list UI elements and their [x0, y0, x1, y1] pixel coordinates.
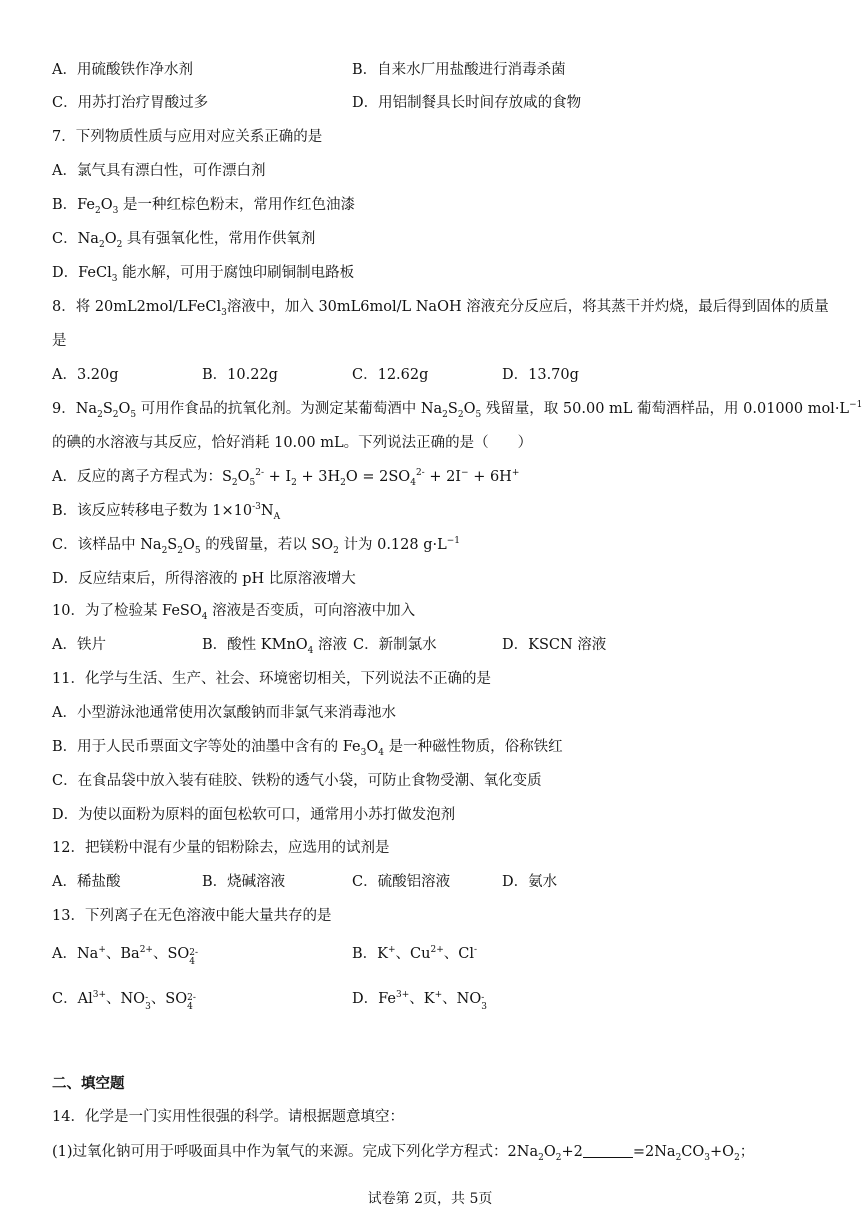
q8-option-d: D．13.70g — [502, 367, 579, 383]
q14-part-1: (1)过氧化钠可用于呼吸面具中作为氧气的来源。完成下列化学方程式：$2Na_2O_2+2 =2Na_2CO_3+O_2$； — [52, 1144, 755, 1163]
q13-option-a: A．Na+、$Ba^{2+}$、SO 2- 4 — [52, 945, 199, 967]
q9-option-c: C．该样品中 $Na_2S_2O_5$ 的残留量，若以 $SO_2$ 计为 0.128 $g\cdot L^{-1}$ — [52, 536, 461, 556]
q7-option-d: D．FeCl$_3$ 能水解，可用于腐蚀印刷铜制电路板 — [52, 265, 355, 284]
q9-stem: 9．$Na_2S_2O_5$ 可用作食品的抗氧化剂。为测定某葡萄酒中 $Na_2S_2O_5$ 残留量，取 50.00 mL 葡萄酒样品，用 0.01000 $mol\cdot L^{-1}$ — [52, 400, 862, 420]
q9-option-b: B．该反应转移电子数为 $1\times 10^{-3}N_A$ — [52, 502, 281, 522]
q6-option-d: D．用铝制餐具长时间存放咸的食物 — [352, 95, 582, 111]
q11-stem: 11．化学与生活、生产、社会、环境密切相关，下列说法不正确的是 — [52, 671, 491, 687]
q7-option-a: A．氯气具有漂白性，可作漂白剂 — [52, 163, 266, 179]
q12-option-d: D．氨水 — [502, 874, 558, 890]
q13-option-b: B．K+、$Cu^{2+}$、Cl- — [352, 945, 478, 962]
q14-stem: 14．化学是一门实用性很强的科学。请根据题意填空： — [52, 1109, 404, 1125]
q8-option-a: A．3.20g — [52, 367, 119, 383]
q10-option-a: A．铁片 — [52, 637, 106, 653]
q12-stem: 12．把镁粉中混有少量的铝粉除去，应选用的试剂是 — [52, 840, 390, 856]
q11-option-c: C．在食品袋中放入装有硅胶、铁粉的透气小袋，可防止食物受潮、氧化变质 — [52, 773, 542, 789]
q7-stem: 7．下列物质性质与应用对应关系正确的是 — [52, 129, 323, 145]
q10-stem: 10．为了检验某 FeSO$_4$ 溶液是否变质，可向溶液中加入 — [52, 603, 416, 622]
section-title: 二、填空题 — [52, 1075, 125, 1092]
q6-option-a: A．用硫酸铁作净水剂 — [52, 62, 193, 78]
page-footer: 试卷第 2页，共 5页 — [367, 1191, 493, 1207]
answer-blank[interactable] — [583, 1143, 633, 1158]
q7-option-b: B．$Fe_2O_3$ 是一种红棕色粉末，常用作红色油漆 — [52, 197, 355, 216]
q8-option-b: B．10.22g — [202, 367, 278, 383]
q7-option-c: C．$Na_2O_2$ 具有强氧化性，常用作供氧剂 — [52, 231, 316, 250]
q8-stem-cont: 是 — [52, 333, 67, 349]
q11-option-d: D．为使以面粉为原料的面包松软可口，通常用小苏打做发泡剂 — [52, 807, 456, 823]
q11-option-a: A．小型游泳池通常使用次氯酸钠而非氯气来消毒池水 — [52, 705, 396, 721]
q8-option-c: C．12.62g — [352, 367, 429, 383]
q11-option-b: B．用于人民币票面文字等处的油墨中含有的 $Fe_3O_4$ 是一种磁性物质，俗称铁红 — [52, 739, 563, 758]
q12-option-c: C．硫酸铝溶液 — [352, 874, 451, 890]
q9-option-a: A．反应的离子方程式为：$S_2O_5^{2-} + I_2 + 3H_2O = 2SO_4^{2-} + 2I^- + 6H^+$ — [52, 468, 520, 488]
q10-option-c: C．新制氯水 — [353, 637, 437, 653]
q12-option-a: A．稀盐酸 — [52, 874, 121, 890]
q9-stem-cont: 的碘的水溶液与其反应，恰好消耗 10.00 mL。下列说法正确的是（ ） — [52, 435, 533, 451]
q10-option-b: B．酸性 KMnO$_4$ 溶液 — [202, 637, 348, 656]
q13-option-c: C．$Al^{3+}$、NO - 3 、SO 2- 4 — [52, 990, 196, 1012]
q12-option-b: B．烧碱溶液 — [202, 874, 286, 890]
q9-option-d: D．反应结束后，所得溶液的 pH 比原溶液增大 — [52, 571, 356, 587]
q10-option-d: D．KSCN 溶液 — [502, 637, 607, 653]
q13-option-d: D．$Fe^{3+}$、K+、NO - 3 — [352, 990, 487, 1012]
q6-option-b: B．自来水厂用盐酸进行消毒杀菌 — [352, 62, 566, 78]
q8-stem: 8．将 20mL2mol/LFeCl$_3$溶液中，加入 30mL6mol/L NaOH 溶液充分反应后，将其蒸干并灼烧，最后得到固体的质量 — [52, 299, 829, 318]
q13-stem: 13．下列离子在无色溶液中能大量共存的是 — [52, 908, 332, 924]
q6-option-c: C．用苏打治疗胃酸过多 — [52, 95, 209, 111]
